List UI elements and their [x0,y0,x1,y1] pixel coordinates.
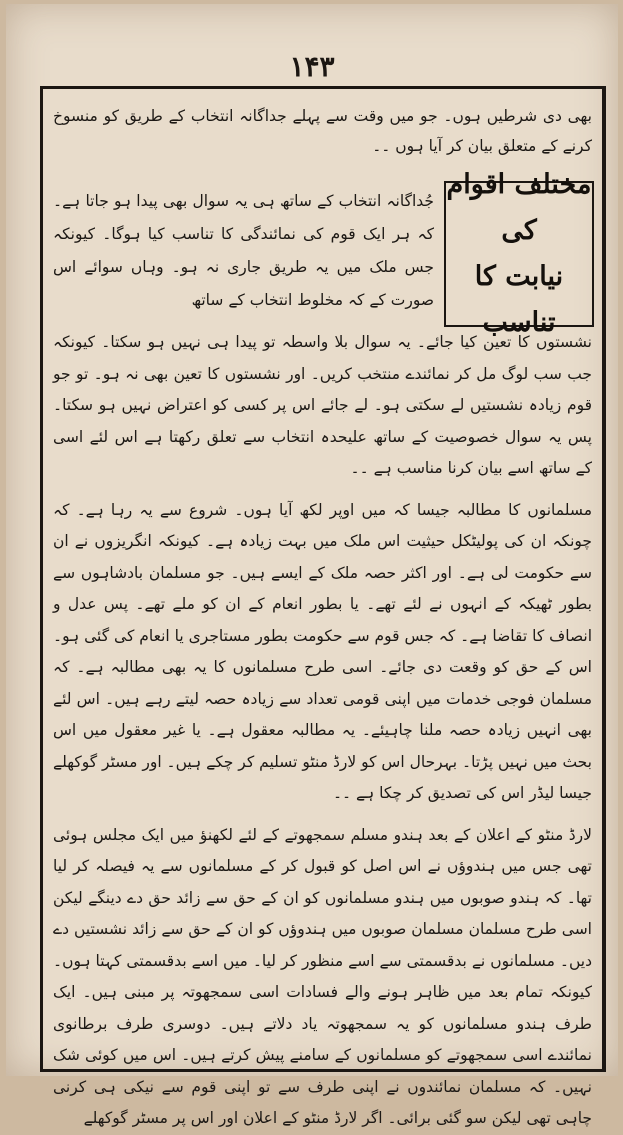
side-heading-line-1: مختلف اقوام کی [446,169,592,246]
wrapped-paragraph: جُداگانہ انتخاب کے ساتھ ہی یہ سوال بھی پیدا ہو جاتا ہے۔ کہ ہر ایک قوم کی نمائندگی کا تناسب کیا ہوگا۔ کیونکہ جس ملک میں یہ طریق جاری نہ ہو۔ وہاں سوائے اس صورت کے کہ مخلوط انتخاب کے ساتھ [53,192,434,309]
paragraph-muslim-demand: مسلمانوں کا مطالبہ جیسا کہ میں اوپر لکھ آیا ہوں۔ شروع سے یہ رہا ہے۔ کہ چونکہ ان کی پولیٹکل حیثیت اس ملک میں بہت زیادہ ہے۔ کیونکہ انگریزوں نے ان سے حکومت لی ہے۔ اور اکثر حصہ ملک کے ایسے ہیں۔ جو مسلمان بادشاہوں سے بطور ٹھیکہ کے انہوں نے لئے تھے۔ یا بطور انعام کے ان کو ملے تھے۔ پس عدل و انصاف کا تقاضا ہے۔ کہ جس قوم سے حکومت بطور مستاجری یا انعام کی گئی ہو۔ اس کے حق کو وقعت دی جائے۔ اسی طرح مسلمانوں کا یہ بھی مطالبہ ہے۔ کہ مسلمان فوجی خدمات میں اپنی قومی تعداد سے زیادہ حصہ لیتے رہے ہیں۔ اس لئے بھی انہیں زیادہ حصہ ملنا چاہیئے۔ یہ مطالبہ معقول ہے۔ یا غیر معقول میں اس بحث میں نہیں پڑتا۔ بہرحال اس کو لارڈ منٹو تسلیم کر چکے ہیں۔ اور مسٹر گوکھلے جیسا لیڈر اس کی تصدیق کر چکا ہے ۔۔ [53,500,592,802]
side-heading-line-2: نیابت کا تناسب [474,261,564,338]
page-number: ۱۴۳ [289,50,335,83]
paragraph-lucknow-pact: لارڈ منٹو کے اعلان کے بعد ہندو مسلم سمجھوتے کے لئے لکھنؤ میں ایک مجلس ہوئی تھی جس میں ہندوؤں نے اس اصل کو قبول کر کے مسلمانوں سے یہ فیصلہ کر لیا تھا۔ کہ ہندو صوبوں میں ہندو مسلمانوں کو ان کے حق سے زائد حق دے دینگے لیکن اسی طرح مسلمان مسلمان صوبوں میں ہندوؤں کو ان کے حق سے زائد نشستیں دے دیں۔ مسلمانوں نے بدقسمتی سے اسے منظور کر لیا۔ میں اسے بدقسمتی کہتا ہوں۔ کیونکہ تمام بعد میں ظاہر ہونے والے فسادات اسی سمجھوتہ پر مبنی ہیں۔ ایک طرف ہندو مسلمانوں کو یہ سمجھوتہ یاد دلاتے ہیں۔ دوسری طرف برطانوی نمائندے اسی سمجھوتے کو مسلمانوں کے سامنے پیش کرتے ہیں۔ اس میں کوئی شک نہیں۔ کہ مسلمان نمائندوں نے اپنی طرف سے تو اپنی قوم سے نیکی ہی کرنی چاہی تھی لیکن سو گئی برائی۔ اگر لارڈ منٹو کے اعلان اور اس پر مسٹر گوکھلے [53,825,592,1127]
side-heading-box [444,169,594,338]
paragraph-seats: نشستوں کا تعین کیا جائے۔ یہ سوال بلا واسطہ تو پیدا ہی نہیں ہو سکتا۔ کیونکہ جب سب لوگ مل کر نمائندے منتخب کریں۔ اور نشستوں کا تعین بھی نہ ہو۔ تو جو قوم زیادہ نشستیں لے سکتی ہو۔ لے جائے اس پر کسی کو اعتراض نہیں ہو سکتا۔ پس یہ سوال خصوصیت کے ساتھ علیحدہ انتخاب سے تعلق رکھتا ہے اس لئے اسی کے ساتھ اسے بیان کرنا مناسب ہے ۔۔ [53,333,592,477]
text-frame [40,86,606,1127]
book-page [6,4,618,1127]
opening-paragraph: بھی دی شرطیں ہوں۔ جو میں وقت سے پہلے جداگانہ انتخاب کے طریق کو منسوخ کرنے کے متعلق بیان کر آیا ہوں ۔۔ [53,107,592,155]
main-text [53,327,592,1135]
